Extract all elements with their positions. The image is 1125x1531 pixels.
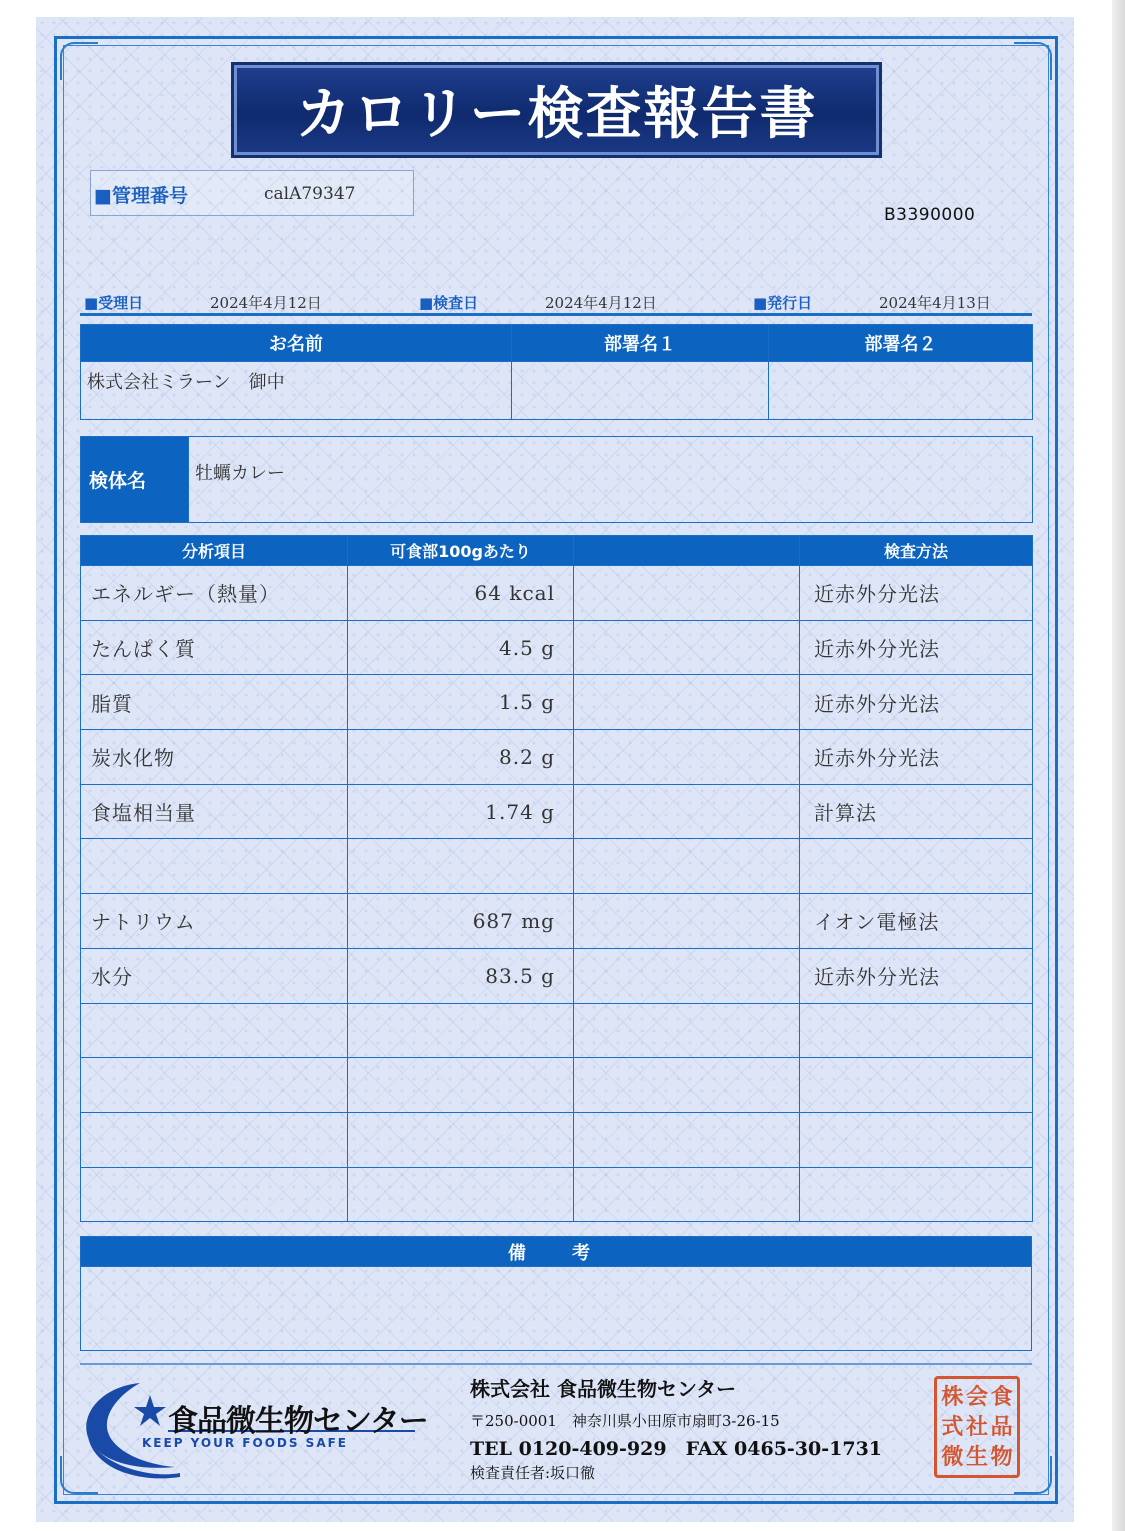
per-100g-header: 可食部100gあたり — [348, 536, 574, 566]
analysis-method: イオン電極法 — [800, 894, 1033, 949]
analysis-value: 1.5 g — [348, 675, 574, 730]
logo-tagline: KEEP YOUR FOODS SAFE — [142, 1436, 348, 1450]
analysis-method: 近赤外分光法 — [800, 675, 1033, 730]
blank-cell — [574, 675, 800, 730]
analysis-item: 炭水化物 — [81, 730, 348, 785]
company-tel-fax: TEL 0120-409-929 FAX 0465-30-1731 — [470, 1438, 883, 1460]
analysis-value: 8.2 g — [348, 730, 574, 785]
blank-cell — [574, 839, 800, 894]
seal-char: 社 — [965, 1414, 988, 1440]
analysis-value: 4.5 g — [348, 620, 574, 675]
seal-char: 会 — [965, 1384, 988, 1410]
table-row — [81, 1058, 1033, 1113]
seal-char: 生 — [965, 1444, 988, 1470]
report-title: カロリー検査報告書 — [295, 81, 818, 147]
table-row — [81, 1167, 1033, 1222]
sample-name: 牡蠣カレー — [189, 437, 1033, 523]
table-row — [81, 839, 1033, 894]
method-header: 検査方法 — [800, 536, 1033, 566]
analysis-value: 1.74 g — [348, 784, 574, 839]
footer-divider — [80, 1363, 1032, 1365]
analysis-item-header: 分析項目 — [81, 536, 348, 566]
blank-cell — [574, 1003, 800, 1058]
analysis-value — [348, 839, 574, 894]
analysis-method — [800, 1112, 1033, 1167]
analysis-method: 近赤外分光法 — [800, 566, 1033, 621]
inspection-date: 2024年4月12日 — [545, 294, 657, 312]
management-number-label: ■管理番号 — [94, 185, 188, 207]
analysis-value: 83.5 g — [348, 948, 574, 1003]
analysis-item — [81, 1167, 348, 1222]
corner-ornament — [60, 42, 98, 80]
title-banner — [231, 62, 882, 158]
date-divider — [80, 313, 1032, 316]
management-number-value: calA79347 — [264, 184, 356, 204]
analysis-method: 近赤外分光法 — [800, 730, 1033, 785]
name-header: お名前 — [81, 325, 512, 362]
analysis-item: 食塩相当量 — [81, 784, 348, 839]
analysis-method: 計算法 — [800, 784, 1033, 839]
page-edge — [1112, 0, 1125, 1531]
blank-cell — [574, 948, 800, 1003]
analysis-value — [348, 1058, 574, 1113]
seal-char: 物 — [990, 1444, 1013, 1470]
table-row — [81, 730, 1033, 785]
analysis-item: エネルギー（熱量） — [81, 566, 348, 621]
sample-table — [80, 436, 1033, 523]
seal-char: 株 — [941, 1384, 964, 1410]
analysis-item — [81, 1058, 348, 1113]
analysis-method — [800, 1167, 1033, 1222]
dept2-header: 部署名２ — [769, 325, 1033, 362]
analysis-method — [800, 1058, 1033, 1113]
responsible-person: 検査責任者:坂口徹 — [470, 1464, 596, 1482]
table-row — [81, 1112, 1033, 1167]
company-name: 株式会社 食品微生物センター — [470, 1377, 737, 1401]
blank-cell — [574, 784, 800, 839]
analysis-table — [80, 535, 1033, 1222]
inspection-date-label: ■検査日 — [419, 294, 479, 312]
dept2-value — [769, 362, 1033, 420]
table-row — [81, 894, 1033, 949]
blank-cell — [574, 1167, 800, 1222]
table-row — [81, 675, 1033, 730]
analysis-value — [348, 1003, 574, 1058]
seal-char: 微 — [941, 1444, 964, 1470]
remarks-header: 備 考 — [81, 1237, 1032, 1267]
company-address: 〒250-0001 神奈川県小田原市扇町3-26-15 — [470, 1412, 780, 1430]
blank-cell — [574, 730, 800, 785]
analysis-value — [348, 1167, 574, 1222]
table-row — [81, 1003, 1033, 1058]
corner-ornament — [1014, 42, 1052, 80]
analysis-item: たんぱく質 — [81, 620, 348, 675]
blank-header — [574, 536, 800, 566]
table-row — [81, 566, 1033, 621]
analysis-item — [81, 839, 348, 894]
analysis-value — [348, 1112, 574, 1167]
company-seal-stamp — [934, 1376, 1020, 1478]
analysis-item: 水分 — [81, 948, 348, 1003]
table-row — [81, 948, 1033, 1003]
seal-char: 式 — [941, 1414, 964, 1440]
table-row — [81, 620, 1033, 675]
document-code: B3390000 — [884, 205, 976, 225]
received-date-label: ■受理日 — [84, 294, 144, 312]
blank-cell — [574, 1112, 800, 1167]
analysis-method: 近赤外分光法 — [800, 948, 1033, 1003]
sample-label: 検体名 — [81, 437, 189, 523]
recipient-name: 株式会社ミラーン 御中 — [81, 362, 512, 420]
analysis-method: 近赤外分光法 — [800, 620, 1033, 675]
analysis-value: 687 mg — [348, 894, 574, 949]
analysis-method — [800, 839, 1033, 894]
issue-date-label: ■発行日 — [753, 294, 813, 312]
remarks-body — [81, 1267, 1032, 1351]
analysis-item — [81, 1112, 348, 1167]
analysis-value: 64 kcal — [348, 566, 574, 621]
logo-text: 食品微生物センター — [168, 1404, 428, 1439]
analysis-item: ナトリウム — [81, 894, 348, 949]
table-row — [81, 784, 1033, 839]
dept1-value — [512, 362, 769, 420]
issue-date: 2024年4月13日 — [879, 294, 991, 312]
blank-cell — [574, 894, 800, 949]
received-date: 2024年4月12日 — [210, 294, 322, 312]
dept1-header: 部署名１ — [512, 325, 769, 362]
analysis-item: 脂質 — [81, 675, 348, 730]
blank-cell — [574, 620, 800, 675]
blank-cell — [574, 1058, 800, 1113]
analysis-method — [800, 1003, 1033, 1058]
recipient-table — [80, 324, 1033, 420]
seal-char: 食 — [990, 1384, 1013, 1410]
analysis-item — [81, 1003, 348, 1058]
remarks-table — [80, 1236, 1032, 1351]
blank-cell — [574, 566, 800, 621]
seal-char: 品 — [990, 1414, 1013, 1440]
